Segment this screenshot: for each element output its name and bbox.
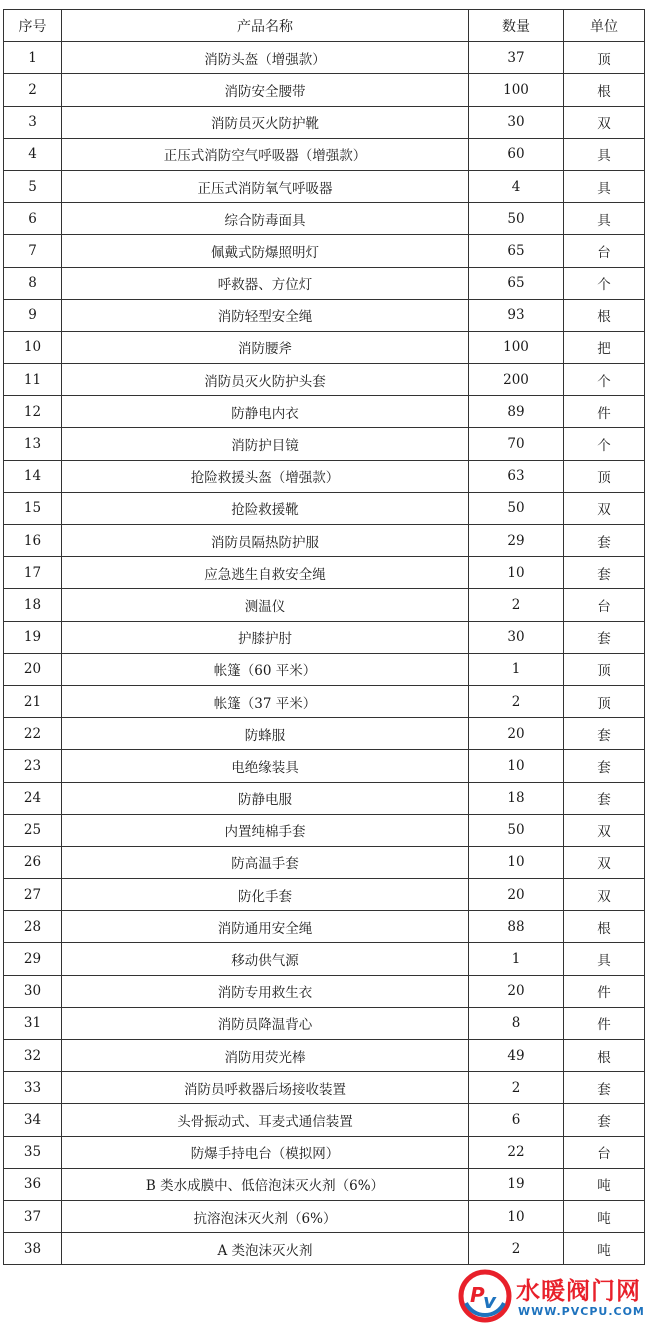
cell-quantity: 10 bbox=[469, 1200, 564, 1232]
cell-unit: 套 bbox=[564, 1072, 645, 1104]
cell-index: 20 bbox=[4, 653, 62, 685]
cell-quantity: 20 bbox=[469, 718, 564, 750]
cell-product-name: A 类泡沫灭火剂 bbox=[62, 1233, 469, 1265]
table-row bbox=[4, 846, 645, 878]
cell-product-name: 头骨振动式、耳麦式通信装置 bbox=[62, 1104, 469, 1136]
cell-unit: 双 bbox=[564, 492, 645, 524]
cell-index: 5 bbox=[4, 170, 62, 202]
cell-quantity: 50 bbox=[469, 492, 564, 524]
table-row bbox=[4, 460, 645, 492]
cell-unit: 套 bbox=[564, 718, 645, 750]
cell-product-name: 消防轻型安全绳 bbox=[62, 299, 469, 331]
table-row bbox=[4, 267, 645, 299]
watermark-url: WWW.PVCPU.COM bbox=[518, 1305, 645, 1318]
table-row bbox=[4, 911, 645, 943]
cell-unit: 个 bbox=[564, 364, 645, 396]
cell-quantity: 65 bbox=[469, 267, 564, 299]
cell-product-name: 防化手套 bbox=[62, 879, 469, 911]
cell-unit: 根 bbox=[564, 74, 645, 106]
cell-unit: 套 bbox=[564, 750, 645, 782]
cell-unit: 台 bbox=[564, 589, 645, 621]
cell-index: 3 bbox=[4, 106, 62, 138]
table-row bbox=[4, 74, 645, 106]
cell-product-name: 消防通用安全绳 bbox=[62, 911, 469, 943]
cell-product-name: 消防安全腰带 bbox=[62, 74, 469, 106]
cell-unit: 双 bbox=[564, 879, 645, 911]
cell-quantity: 60 bbox=[469, 138, 564, 170]
cell-product-name: 内置纯棉手套 bbox=[62, 814, 469, 846]
cell-index: 2 bbox=[4, 74, 62, 106]
cell-product-name: 消防专用救生衣 bbox=[62, 975, 469, 1007]
cell-quantity: 88 bbox=[469, 911, 564, 943]
cell-unit: 双 bbox=[564, 846, 645, 878]
cell-index: 15 bbox=[4, 492, 62, 524]
table-row bbox=[4, 138, 645, 170]
cell-quantity: 29 bbox=[469, 525, 564, 557]
cell-unit: 个 bbox=[564, 267, 645, 299]
cell-product-name: 消防头盔（增强款） bbox=[62, 42, 469, 74]
cell-quantity: 2 bbox=[469, 685, 564, 717]
cell-index: 28 bbox=[4, 911, 62, 943]
table-row bbox=[4, 589, 645, 621]
cell-product-name: 消防员灭火防护头套 bbox=[62, 364, 469, 396]
cell-index: 7 bbox=[4, 235, 62, 267]
cell-product-name: 测温仪 bbox=[62, 589, 469, 621]
table-row bbox=[4, 1168, 645, 1200]
cell-index: 16 bbox=[4, 525, 62, 557]
cell-index: 38 bbox=[4, 1233, 62, 1265]
table-row bbox=[4, 1200, 645, 1232]
cell-quantity: 22 bbox=[469, 1136, 564, 1168]
cell-index: 21 bbox=[4, 685, 62, 717]
table-row bbox=[4, 975, 645, 1007]
cell-product-name: 消防员降温背心 bbox=[62, 1007, 469, 1039]
table-row bbox=[4, 621, 645, 653]
cell-unit: 套 bbox=[564, 782, 645, 814]
cell-unit: 根 bbox=[564, 1040, 645, 1072]
cell-unit: 根 bbox=[564, 299, 645, 331]
cell-quantity: 89 bbox=[469, 396, 564, 428]
cell-unit: 个 bbox=[564, 428, 645, 460]
cell-index: 32 bbox=[4, 1040, 62, 1072]
cell-product-name: 帐篷（37 平米） bbox=[62, 685, 469, 717]
table-row bbox=[4, 203, 645, 235]
table-row bbox=[4, 235, 645, 267]
cell-index: 24 bbox=[4, 782, 62, 814]
cell-quantity: 200 bbox=[469, 364, 564, 396]
table-body bbox=[4, 42, 645, 1265]
table-row bbox=[4, 364, 645, 396]
cell-index: 33 bbox=[4, 1072, 62, 1104]
cell-product-name: 消防护目镜 bbox=[62, 428, 469, 460]
cell-product-name: 抢险救援靴 bbox=[62, 492, 469, 524]
cell-unit: 件 bbox=[564, 396, 645, 428]
cell-unit: 件 bbox=[564, 975, 645, 1007]
cell-index: 36 bbox=[4, 1168, 62, 1200]
cell-unit: 具 bbox=[564, 170, 645, 202]
table-row bbox=[4, 525, 645, 557]
cell-quantity: 8 bbox=[469, 1007, 564, 1039]
cell-quantity: 2 bbox=[469, 589, 564, 621]
table-row bbox=[4, 492, 645, 524]
cell-unit: 套 bbox=[564, 1104, 645, 1136]
cell-unit: 具 bbox=[564, 943, 645, 975]
cell-index: 18 bbox=[4, 589, 62, 621]
table-row bbox=[4, 1104, 645, 1136]
watermark-title: 水暖阀门网 bbox=[516, 1277, 641, 1305]
table-row bbox=[4, 1007, 645, 1039]
cell-unit: 吨 bbox=[564, 1200, 645, 1232]
cell-index: 37 bbox=[4, 1200, 62, 1232]
cell-unit: 套 bbox=[564, 525, 645, 557]
cell-quantity: 1 bbox=[469, 943, 564, 975]
cell-unit: 具 bbox=[564, 138, 645, 170]
cell-quantity: 10 bbox=[469, 750, 564, 782]
cell-index: 12 bbox=[4, 396, 62, 428]
cell-unit: 根 bbox=[564, 911, 645, 943]
header-index: 序号 bbox=[4, 10, 62, 42]
cell-index: 10 bbox=[4, 331, 62, 363]
cell-index: 31 bbox=[4, 1007, 62, 1039]
table-header bbox=[4, 10, 645, 42]
cell-quantity: 50 bbox=[469, 814, 564, 846]
table-row bbox=[4, 685, 645, 717]
cell-quantity: 19 bbox=[469, 1168, 564, 1200]
header-unit: 单位 bbox=[564, 10, 645, 42]
cell-product-name: B 类水成膜中、低倍泡沫灭火剂（6%） bbox=[62, 1168, 469, 1200]
cell-quantity: 93 bbox=[469, 299, 564, 331]
table-row bbox=[4, 1040, 645, 1072]
cell-index: 22 bbox=[4, 718, 62, 750]
table-row bbox=[4, 1233, 645, 1265]
header-quantity: 数量 bbox=[469, 10, 564, 42]
cell-index: 8 bbox=[4, 267, 62, 299]
cell-product-name: 消防腰斧 bbox=[62, 331, 469, 363]
cell-quantity: 20 bbox=[469, 975, 564, 1007]
cell-quantity: 65 bbox=[469, 235, 564, 267]
cell-product-name: 防爆手持电台（模拟网） bbox=[62, 1136, 469, 1168]
cell-quantity: 37 bbox=[469, 42, 564, 74]
table-row bbox=[4, 331, 645, 363]
cell-quantity: 1 bbox=[469, 653, 564, 685]
cell-product-name: 呼救器、方位灯 bbox=[62, 267, 469, 299]
table-row bbox=[4, 1072, 645, 1104]
cell-product-name: 正压式消防氧气呼吸器 bbox=[62, 170, 469, 202]
cell-product-name: 应急逃生自救安全绳 bbox=[62, 557, 469, 589]
cell-quantity: 63 bbox=[469, 460, 564, 492]
cell-quantity: 49 bbox=[469, 1040, 564, 1072]
site-logo-icon bbox=[458, 1269, 512, 1323]
table-row bbox=[4, 299, 645, 331]
cell-product-name: 防静电服 bbox=[62, 782, 469, 814]
cell-unit: 吨 bbox=[564, 1168, 645, 1200]
cell-unit: 顶 bbox=[564, 685, 645, 717]
table-row bbox=[4, 943, 645, 975]
cell-quantity: 2 bbox=[469, 1072, 564, 1104]
cell-unit: 把 bbox=[564, 331, 645, 363]
table-row bbox=[4, 782, 645, 814]
cell-quantity: 6 bbox=[469, 1104, 564, 1136]
table-row bbox=[4, 814, 645, 846]
cell-quantity: 10 bbox=[469, 846, 564, 878]
cell-product-name: 消防员隔热防护服 bbox=[62, 525, 469, 557]
table-row bbox=[4, 750, 645, 782]
cell-index: 26 bbox=[4, 846, 62, 878]
cell-unit: 双 bbox=[564, 106, 645, 138]
cell-index: 13 bbox=[4, 428, 62, 460]
cell-product-name: 消防用荧光棒 bbox=[62, 1040, 469, 1072]
cell-product-name: 移动供气源 bbox=[62, 943, 469, 975]
table-row bbox=[4, 106, 645, 138]
cell-index: 4 bbox=[4, 138, 62, 170]
table-row bbox=[4, 428, 645, 460]
cell-quantity: 4 bbox=[469, 170, 564, 202]
header-product-name: 产品名称 bbox=[62, 10, 469, 42]
cell-index: 35 bbox=[4, 1136, 62, 1168]
site-watermark bbox=[458, 1265, 645, 1327]
cell-unit: 件 bbox=[564, 1007, 645, 1039]
cell-index: 14 bbox=[4, 460, 62, 492]
table-row bbox=[4, 653, 645, 685]
header-row bbox=[4, 10, 645, 42]
table-row bbox=[4, 557, 645, 589]
cell-unit: 双 bbox=[564, 814, 645, 846]
cell-unit: 具 bbox=[564, 203, 645, 235]
cell-index: 1 bbox=[4, 42, 62, 74]
cell-unit: 台 bbox=[564, 1136, 645, 1168]
cell-index: 19 bbox=[4, 621, 62, 653]
cell-product-name: 消防员灭火防护靴 bbox=[62, 106, 469, 138]
table-row bbox=[4, 718, 645, 750]
table-row bbox=[4, 42, 645, 74]
cell-product-name: 正压式消防空气呼吸器（增强款） bbox=[62, 138, 469, 170]
cell-product-name: 防高温手套 bbox=[62, 846, 469, 878]
table-row bbox=[4, 1136, 645, 1168]
cell-product-name: 帐篷（60 平米） bbox=[62, 653, 469, 685]
cell-unit: 顶 bbox=[564, 460, 645, 492]
cell-quantity: 30 bbox=[469, 621, 564, 653]
table-row bbox=[4, 396, 645, 428]
cell-unit: 顶 bbox=[564, 653, 645, 685]
cell-quantity: 2 bbox=[469, 1233, 564, 1265]
table-row bbox=[4, 170, 645, 202]
cell-product-name: 防蜂服 bbox=[62, 718, 469, 750]
cell-unit: 套 bbox=[564, 557, 645, 589]
cell-index: 30 bbox=[4, 975, 62, 1007]
table-row bbox=[4, 879, 645, 911]
cell-index: 27 bbox=[4, 879, 62, 911]
cell-product-name: 护膝护肘 bbox=[62, 621, 469, 653]
cell-index: 9 bbox=[4, 299, 62, 331]
cell-product-name: 抢险救援头盔（增强款） bbox=[62, 460, 469, 492]
cell-quantity: 100 bbox=[469, 74, 564, 106]
cell-quantity: 18 bbox=[469, 782, 564, 814]
cell-index: 6 bbox=[4, 203, 62, 235]
svg-text:v: v bbox=[483, 1289, 497, 1313]
svg-text:P: P bbox=[470, 1283, 485, 1307]
cell-quantity: 50 bbox=[469, 203, 564, 235]
cell-index: 34 bbox=[4, 1104, 62, 1136]
cell-product-name: 综合防毒面具 bbox=[62, 203, 469, 235]
cell-unit: 顶 bbox=[564, 42, 645, 74]
cell-index: 23 bbox=[4, 750, 62, 782]
cell-quantity: 10 bbox=[469, 557, 564, 589]
cell-quantity: 30 bbox=[469, 106, 564, 138]
cell-unit: 套 bbox=[564, 621, 645, 653]
cell-index: 25 bbox=[4, 814, 62, 846]
cell-index: 17 bbox=[4, 557, 62, 589]
cell-unit: 吨 bbox=[564, 1233, 645, 1265]
cell-quantity: 100 bbox=[469, 331, 564, 363]
cell-index: 11 bbox=[4, 364, 62, 396]
cell-product-name: 电绝缘装具 bbox=[62, 750, 469, 782]
cell-quantity: 20 bbox=[469, 879, 564, 911]
cell-product-name: 抗溶泡沫灭火剂（6%） bbox=[62, 1200, 469, 1232]
cell-unit: 台 bbox=[564, 235, 645, 267]
cell-product-name: 佩戴式防爆照明灯 bbox=[62, 235, 469, 267]
cell-product-name: 防静电内衣 bbox=[62, 396, 469, 428]
cell-quantity: 70 bbox=[469, 428, 564, 460]
product-table bbox=[3, 9, 645, 1265]
cell-index: 29 bbox=[4, 943, 62, 975]
cell-product-name: 消防员呼救器后场接收装置 bbox=[62, 1072, 469, 1104]
